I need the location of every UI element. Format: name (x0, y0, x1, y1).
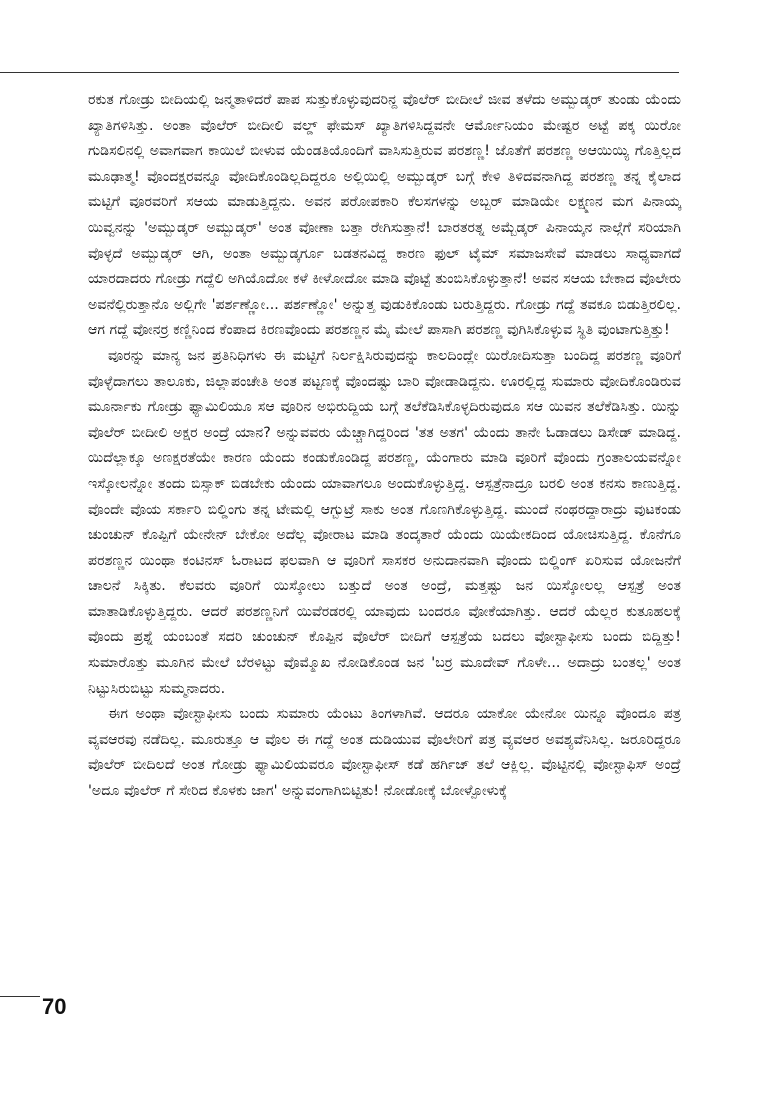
top-rule (0, 72, 679, 73)
body-text (88, 88, 681, 805)
paragraph-3: ಈಗ ಅಂಥಾ ವೋಸ್ಟಾಫೀಸು ಬಂದು ಸುಮಾರು ಯೆಂಟು ತಿಂಗಳಾಗಿವೆ. ಆದರೂ ಯಾಕೋ ಯೇನೋ ಯಿನ್ನೂ ವೊಂದೂ ಪತ್ರ ವ್ಯವಆರವು ನಡೆದಿಲ್ಲ. ಮೂರುತ್ತೂ ಆ ವೊಲ ಈ ಗದ್ದೆ ಅಂತ ದುಡಿಯುವ ವೊಲೇರಿಗೆ ಪತ್ರ ವ್ಯವಆರ ಅವಶ್ಯವೆನಿಸಿಲ್ಲ. ಜರೂರಿದ್ದರೂ ವೊಲೆರ್ ಬೀದಿಲದೆ ಅಂತ ಗೋಡ್ರು ಫ್ಯಾಮಿಲಿಯವರೂ ವೋಸ್ಟಾಫೀಸ್ ಕಡೆ ಹರ್ಗಿಜ್ ತಲೆ ಆಕ್ಲಿಲ್ಲ. ವೊಟ್ಟಿನಲ್ಲಿ ವೋಸ್ಟಾಫಿಸ್ ಅಂದ್ರೆ 'ಅದೂ ವೊಲೆರ್ ಗೆ ಸೇರಿದ ಕೊಳಕು ಜಾಗ' ಅನ್ನುವಂಗಾಗಿಬಿಟ್ಟಿತು! ನೋಡೋಕ್ಕೆ ಬೋಳ್ಪೋಳುಕ್ಕೆ (88, 706, 681, 800)
page-number: 70 (42, 994, 67, 1019)
paragraph-1: ರಕುತ ಗೋಡ್ರು ಬೀದಿಯಲ್ಲಿ ಜನ್ಮತಾಳಿದರೆ ಪಾಪ ಸುತ್ತುಕೊಳ್ಳುವುದರಿನ್ದ ವೊಲೆರ್ ಬೀದೀಲೆ ಜೀವ ತಳೆದು ಅಮ್ಬುಡ್ಕರ್ ತುಂಡು ಯೆಂದು ಖ್ಯಾತಿಗಳಿಸಿತ್ತು. ಅಂತಾ ವೊಲೆರ್ ಬೀದೀಲಿ ವಲ್ಡ್ ಫೇಮಸ್ ಖ್ಯಾತಿಗಳಿಸಿದ್ದವನೇ ಆರ್ಮೋನಿಯಂ ಮೇಷ್ಟರ ಅಟ್ಟೆ ಪಕ್ಕ ಯಿರೋ ಗುಡಿಸಲಿನಲ್ಲಿ ಅವಾಗವಾಗ ಕಾಯಿಲೆ ಬೀಳುವ ಯೆಂಡತಿಯೊಂದಿಗೆ ವಾಸಿಸುತ್ತಿರುವ ಪರಶಣ್ಣ! ಜೊತೆಗೆ ಪರಶಣ್ಣ ಅಆಯಿಯ್ಯಿ ಗೊತ್ತಿಲ್ಲದ ಮೂಢಾತ್ಮ! ವೊಂದಕ್ಷರವನ್ನೂ ವೋದಿಕೊಂಡಿಲ್ಲದಿದ್ದರೂ ಅಲ್ಲಿಯಿಲ್ಲಿ ಅಮ್ಬುಡ್ಕರ್ ಬಗ್ಗೆ ಕೇಳಿ ತಿಳಿದವನಾಗಿದ್ದ ಪರಶಣ್ಣ ತನ್ನ ಕೈಲಾದ ಮಟ್ಟಿಗೆ ವೂರವರಿಗೆ ಸಆಯ ಮಾಡುತ್ತಿದ್ದನು. ಅವನ ಪರೋಪಕಾರಿ ಕೆಲಸಗಳನ್ನು ಅಬ್ಬರ್ ಮಾಡಿಯೇ ಲಕ್ಷ್ಮಣನ ಮಗ ಪಿನಾಯ್ಕ ಯಿವ್ವನನ್ನು 'ಅಮ್ಬುಡ್ಕರ್ ಅಮ್ಬುಡ್ಕರ್' ಅಂತ ವೋಣಾ ಬತ್ತಾ ರೇಗಿಸುತ್ತಾನೆ! ಬಾರತರತ್ನ ಅಮ್ಬೆಡ್ಕರ್ ಪಿನಾಯ್ಕನ ನಾಲ್ಗೆಗೆ ಸರಿಯಾಗಿ ವೊಳ್ಳದೆ ಅಮ್ಬುಡ್ಕರ್ ಆಗಿ, ಅಂತಾ ಅಮ್ಬುಡ್ಕರ್ಗೂ ಬಡತನವಿದ್ದ ಕಾರಣ ಫುಲ್ ಟೈಮ್ ಸಮಾಜಸೇವೆ ಮಾಡಲು ಸಾಧ್ಯವಾಗದೆ ಯಾರದಾದರು ಗೋಡ್ರು ಗದ್ದೆಲಿ ಅಗಿಯೊದೋ ಕಳೆ ಕೀಳೋದೋ ಮಾಡಿ ವೊಟ್ಟೆ ತುಂಬಿಸಿಕೊಳ್ಳುತ್ತಾನೆ! ಅವನ ಸಆಯ ಬೇಕಾದ ವೊಲೇರು ಅವನೆಲ್ಲಿರುತ್ತಾನೊ ಅಲ್ಲಿಗೇ 'ಪರ್ಶಣ್ಣೋ... ಪರ್ಶಣ್ಣೋ' ಅನ್ನುತ್ತ ವುಡುಕಿಕೊಂಡು ಬರುತ್ತಿದ್ದರು. ಗೋಡ್ರು ಗದ್ದೆ ತವಕೂ ಬಿಡುತ್ತಿರಲಿಲ್ಲ. ಆಗ ಗದ್ದೆ ವೋನರ್ರ ಕಣ್ಣಿನಿಂದ ಕೆಂಪಾದ ಕಿರಣವೊಂದು ಪರಶಣ್ಣನ ಮೈ ಮೇಲೆ ಪಾಸಾಗಿ ಪರಶಣ್ಣ ವುಗಿಸಿಕೊಳ್ಳುವ ಸ್ಥಿತಿ ವುಂಟಾಗುತ್ತಿತ್ತು! (88, 92, 681, 339)
paragraph-2: ವೂರನ್ನು ಮಾನ್ಯ ಜನ ಪ್ರತಿನಿಧಿಗಳು ಈ ಮಟ್ಟಿಗೆ ನಿರ್ಲಕ್ಷಿಸಿರುವುದನ್ನು ಕಾಲದಿಂದ್ಲೇ ಯಿರೋದಿಸುತ್ತಾ ಬಂದಿದ್ದ ಪರಶಣ್ಣ ವೂರಿಗೆ ವೊಳ್ಳೆದಾಗಲು ತಾಲೂಕು, ಜಿಲ್ಲಾಪಂಚೇತಿ ಅಂತ ಪಟ್ಟಣಕ್ಕೆ ವೊಂದಷ್ಟು ಬಾರಿ ವೋಡಾಡಿದ್ದನು. ಊರಲ್ಲಿದ್ದ ಸುಮಾರು ವೋದಿಕೊಂಡಿರುವ ಮೂರ್ನಾಕು ಗೋಡ್ರು ಫ್ಯಾಮಿಲಿಯೂ ಸಆ ವೂರಿನ ಅಭಿರುದ್ದಿಯ ಬಗ್ಗೆ ತಲೆಕೆಡಿಸಿಕೊಳ್ಳದಿರುವುದೂ ಸಆ ಯಿವನ ತಲೆಕೆಡಿಸಿತ್ತು. ಯಿನ್ನು ವೊಲೆರ್ ಬೀದೀಲಿ ಅಕ್ಷರ ಅಂದ್ರೆ ಯಾನ? ಅನ್ನುವವರು ಯೆಚ್ಚಾಗಿದ್ದರಿಂದ 'ತತ ಅತಗ' ಯೆಂದು ತಾನೇ ಓಡಾಡಲು ಡಿಸೇಡ್ ಮಾಡಿದ್ದ. ಯಿದೆಲ್ಲಾಕ್ಕೂ ಅಣಕ್ಷರತೆಯೇ ಕಾರಣ ಯೆಂದು ಕಂಡುಕೊಂಡಿದ್ದ ಪರಶಣ್ಣ, ಯೆಂಗಾರು ಮಾಡಿ ವೂರಿಗೆ ವೊಂದು ಗ್ರಂತಾಲಯವನ್ನೋ ಇಸ್ಕೋಲನ್ನೋ ತಂದು ಬಿಸ್ಸಾಕ್ ಬಿಡಬೇಕು ಯೆಂದು ಯಾವಾಗಲೂ ಅಂದುಕೊಳ್ಳುತ್ತಿದ್ದ. ಆಸ್ಪತ್ರೆನಾದ್ರೂ ಬರಲಿ ಅಂತ ಕನಸು ಕಾಣುತ್ತಿದ್ದ. ವೊಂದೇ ವೊಯ ಸರ್ಕಾರಿ ಬಿಲ್ಡಿಂಗು ತನ್ನ ಟೇಮಲ್ಲಿ ಆಗ್ಬುಟ್ರೆ ಸಾಕು ಅಂತ ಗೊಣಗಿಕೊಳ್ಳುತ್ತಿದ್ದ. ಮುಂದೆ ನಂಥರದ್ದಾರಾದ್ರು ವುಟಕಂಡು ಚುಂಚುನ್ ಕೊಪ್ಪಿಗೆ ಯೇನೇನ್ ಬೇಕೋ ಅದೆಲ್ಲ ವೋರಾಟ ಮಾಡಿ ತಂದ್ಕತಾರೆ ಯೆಂದು ಯಿಯೇಕದಿಂದ ಯೋಚಿಸುತ್ತಿದ್ದ. ಕೊನೆಗೂ ಪರಶಣ್ಣನ ಯಿಂಥಾ ಕಂಟಿನಸ್ ಓರಾಟದ ಫಲವಾಗಿ ಆ ವೂರಿಗೆ ಸಾಸಕರ ಅನುದಾನವಾಗಿ ವೊಂದು ಬಿಲ್ಡಿಂಗ್ ಏರಿಸುವ ಯೋಜನೆಗೆ ಚಾಲನೆ ಸಿಕ್ಕಿತು. ಕೆಲವರು ವೂರಿಗೆ ಯಿಸ್ಕೋಲು ಬತ್ತುದೆ ಅಂತ ಅಂದ್ರೆ, ಮತ್ತಷ್ಟು ಜನ ಯಿಸ್ಕೋಲಲ್ಲ ಆಸ್ಪತ್ರೆ ಅಂತ ಮಾತಾಡಿಕೊಳ್ಳುತ್ತಿದ್ದರು. ಆದರೆ ಪರಶಣ್ಣನಿಗೆ ಯಿವೆರಡರಲ್ಲಿ ಯಾವುದು ಬಂದರೂ ವೋಕೆಯಾಗಿತ್ತು. ಆದರೆ ಯೆಲ್ಲರ ಕುತೂಹಲಕ್ಕೆ ವೊಂದು ಪ್ರಶ್ನೆ ಯಂಬಂತೆ ಸದರಿ ಚುಂಚುನ್ ಕೊಪ್ಪಿನ ವೊಲೆರ್ ಬೀದಿಗೆ ಆಸ್ಪತ್ರೆಯ ಬದಲು ವೋಸ್ಟಾಫೀಸು ಬಂದು ಬಿದ್ದಿತ್ತು! ಸುಮಾರೊತ್ತು ಮೂಗಿನ ಮೇಲೆ ಬೆರಳಿಟ್ಟು ವೊಮ್ಮೊಖ ನೋಡಿಕೊಂಡ ಜನ 'ಬರ್ರ ಮೂದೇವ್ ಗೊಳೇ... ಅದಾದ್ರು ಬಂತಲ್ಲ' ಅಂತ ನಿಟ್ಟುಸಿರುಬಿಟ್ಟು ಸುಮ್ಮನಾದರು. (88, 347, 681, 697)
bottom-rule (0, 996, 40, 997)
